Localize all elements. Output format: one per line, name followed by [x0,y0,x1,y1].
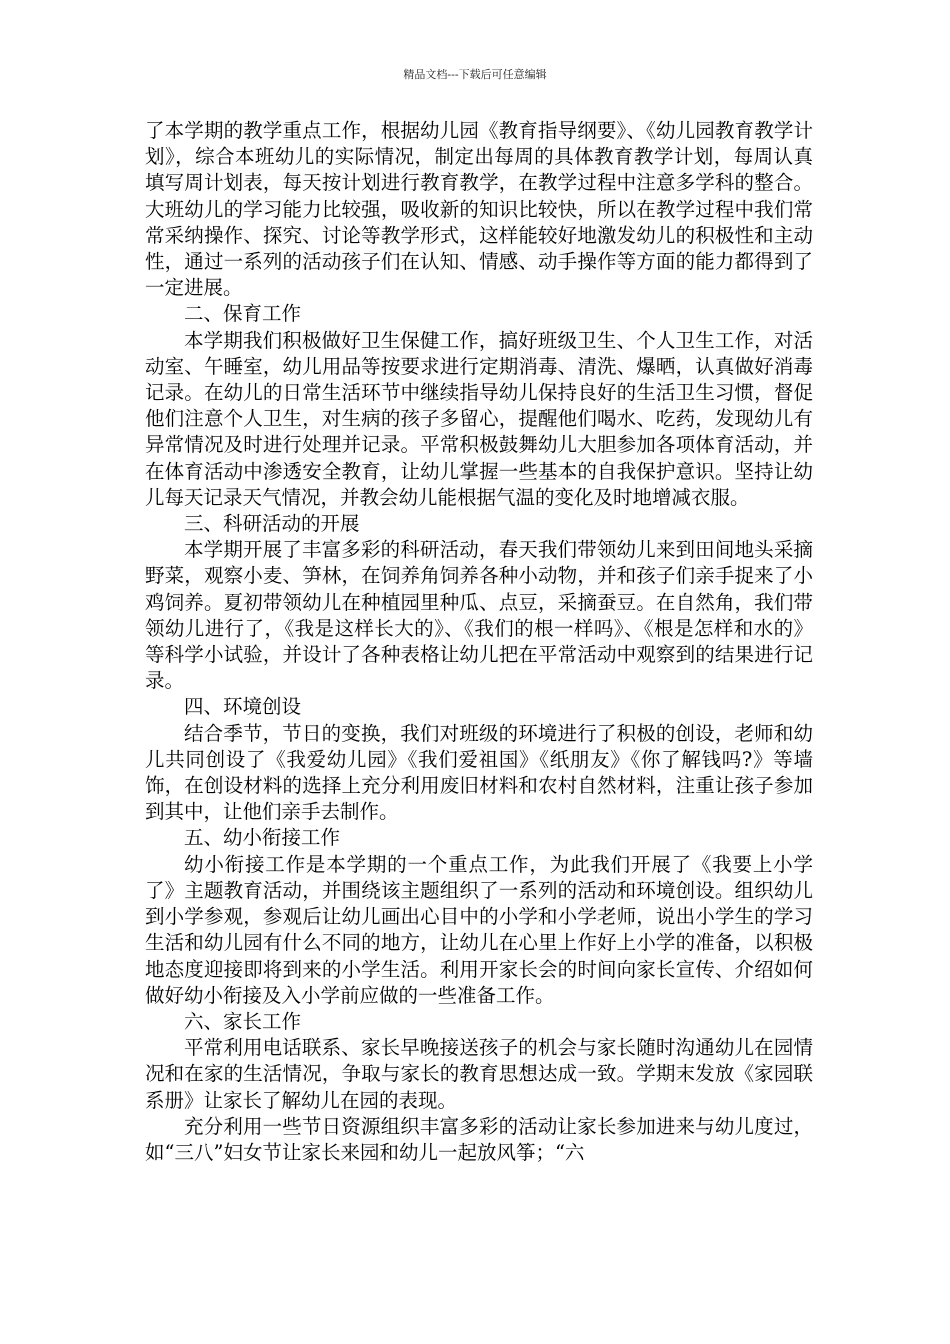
paragraph: 平常利用电话联系、家长早晚接送孩子的机会与家长随时沟通幼儿在园情况和在家的生活情况，争取与家长的教育思想达成一致。学期末发放《家园联系册》让家长了解幼儿在园的表现。 [145,1036,813,1112]
paragraph: 结合季节，节日的变换，我们对班级的环境进行了积极的创设，老师和幼儿共同创设了《我爱幼儿园》《我们爱祖国》《纸朋友》《你了解钱吗?》等墙饰，在创设材料的选择上充分利用废旧材料和农村自然材料，注重让孩子参加到其中，让他们亲手去制作。 [145,721,813,824]
section-heading: 五、幼小衔接工作 [184,826,341,850]
paragraph: 了本学期的教学重点工作，根据幼儿园《教育指导纲要》、《幼儿园教育教学计划》，综合本班幼儿的实际情况，制定出每周的具体教育教学计划，每周认真填写周计划表，每天按计划进行教育教学，在教学过程中注意多学科的整合。大班幼儿的学习能力比较强，吸收新的知识比较快，所以在教学过程中我们常常采纳操作、探究、讨论等教学形式，这样能较好地激发幼儿的积极性和主动性，通过一系列的活动孩子们在认知、情感、动手操作等方面的能力都得到了一定进展。 [145,119,813,300]
paragraph: 本学期开展了丰富多彩的科研活动，春天我们带领幼儿来到田间地头采摘野菜，观察小麦、笋林，在饲养角饲养各种小动物，并和孩子们亲手捉来了小鸡饲养。夏初带领幼儿在种植园里种瓜、点豆，采摘蚕豆。在自然角，我们带领幼儿进行了，《我是这样长大的》、《我们的根一样吗》、《根是怎样和水的》等科学小试验，并设计了各种表格让幼儿把在平常活动中观察到的结果进行记录。 [145,538,813,693]
paragraph: 本学期我们积极做好卫生保健工作，搞好班级卫生、个人卫生工作，对活动室、午睡室，幼儿用品等按要求进行定期消毒、清洗、爆晒，认真做好消毒记录。在幼儿的日常生活环节中继续指导幼儿保持良好的生活卫生习惯，督促他们注意个人卫生，对生病的孩子多留心，提醒他们喝水、吃药，发现幼儿有异常情况及时进行处理并记录。平常积极鼓舞幼儿大胆参加各项体育活动，并在体育活动中渗透安全教育，让幼儿掌握一些基本的自我保护意识。坚持让幼儿每天记录天气情况，并教会幼儿能根据气温的变化及时地增减衣服。 [145,328,813,509]
document-body [145,118,813,1166]
section-heading: 三、科研活动的开展 [184,512,360,536]
paragraph: 幼小衔接工作是本学期的一个重点工作，为此我们开展了《我要上小学了》主题教育活动，并围绕该主题组织了一系列的活动和环境创设。组织幼儿到小学参观，参观后让幼儿画出心目中的小学和小学老师，说出小学生的学习生活和幼儿园有什么不同的地方，让幼儿在心里上作好上小学的准备，以积极地态度迎接即将到来的小学生活。利用开家长会的时间向家长宣传、介绍如何做好幼小衔接及入小学前应做的一些准备工作。 [145,852,813,1007]
section-heading: 六、家长工作 [184,1009,302,1033]
section-heading: 四、环境创设 [184,695,302,719]
page-header: 精品文档---下载后可任意编辑 [403,68,547,81]
section-heading: 二、保育工作 [184,302,302,326]
paragraph: 充分利用一些节日资源组织丰富多彩的活动让家长参加进来与幼儿度过，如“三八”妇女节让家长来园和幼儿一起放风筝；“六 [145,1114,813,1164]
